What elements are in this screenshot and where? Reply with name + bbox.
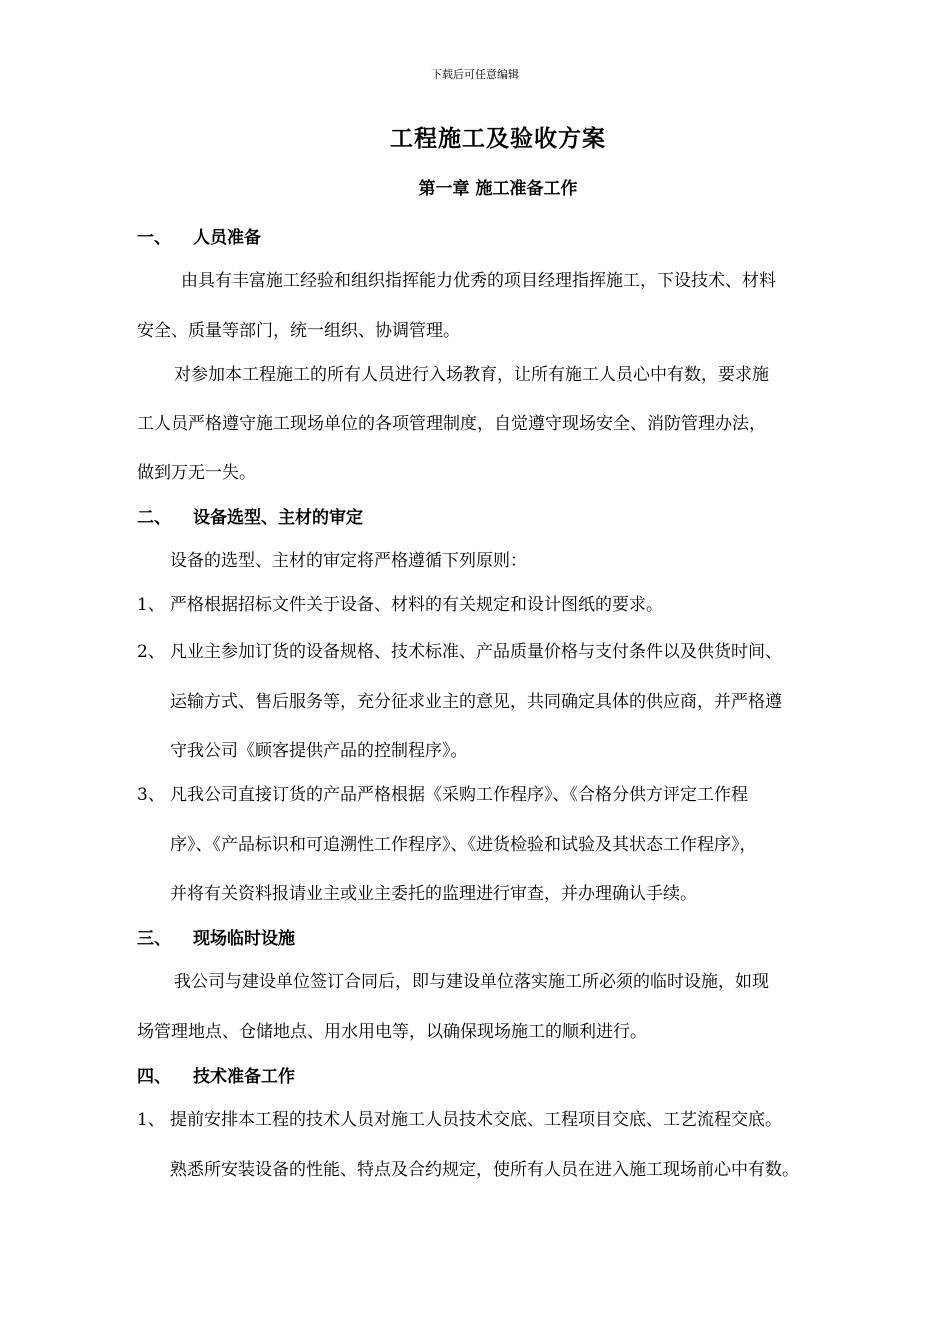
paragraph-line: 设备的选型、主材的审定将严格遵循下列原则：	[170, 551, 527, 571]
paragraph-line: 安全、质量等部门，统一组织、协调管理。	[137, 321, 460, 341]
list-number: 1、	[137, 595, 165, 615]
section-number: 三、	[137, 929, 171, 949]
paragraph-line: 对参加本工程施工的所有人员进行入场教育，让所有施工人员心中有数，要求施	[174, 365, 769, 385]
paragraph-line: 我公司与建设单位签订合同后，即与建设单位落实施工所必须的临时设施，如现	[174, 972, 769, 992]
list-number: 2、	[137, 642, 165, 662]
section-heading-3	[137, 924, 295, 949]
section-heading-1	[137, 223, 261, 248]
paragraph-line: 工人员严格遵守施工现场单位的各项管理制度，自觉遵守现场安全、消防管理办法，	[137, 414, 766, 434]
chapter-title: 第一章 施工准备工作	[418, 179, 578, 199]
list-item-line: 凡我公司直接订货的产品严格根据《采购工作程序》、《合格分供方评定工作程	[170, 785, 748, 805]
paragraph-line: 做到万无一失。	[137, 463, 256, 483]
section-title: 设备选型、主材的审定	[193, 508, 363, 528]
section-heading-2	[137, 503, 363, 528]
paragraph-line: 由具有丰富施工经验和组织指挥能力优秀的项目经理指挥施工，下设技术、材料	[181, 271, 776, 291]
section-title: 人员准备	[193, 228, 261, 248]
header-note: 下载后可任意编辑	[431, 68, 519, 81]
list-item-line: 提前安排本工程的技术人员对施工人员技术交底、工程项目交底、工艺流程交底。	[170, 1110, 782, 1130]
section-number: 四、	[137, 1067, 171, 1087]
list-item-line: 并将有关资料报请业主或业主委托的监理进行审查，并办理确认手续。	[170, 884, 697, 904]
list-number: 1、	[137, 1110, 165, 1130]
list-item-line: 守我公司《顾客提供产品的控制程序》。	[170, 741, 468, 761]
list-item-line: 运输方式、售后服务等，充分征求业主的意见，共同确定具体的供应商，并严格遵	[170, 692, 782, 712]
section-title: 技术准备工作	[193, 1067, 295, 1087]
document-title: 工程施工及验收方案	[390, 125, 606, 152]
section-number: 二、	[137, 508, 171, 528]
section-heading-4	[137, 1062, 295, 1087]
list-item-line: 序》、《产品标识和可追溯性工作程序》、《进货检验和试验及其状态工作程序》，	[170, 835, 757, 855]
paragraph-line: 场管理地点、仓储地点、用水用电等，以确保现场施工的顺利进行。	[137, 1022, 647, 1042]
list-item-line: 严格根据招标文件关于设备、材料的有关规定和设计图纸的要求。	[170, 595, 663, 615]
list-number: 3、	[137, 785, 165, 805]
section-title: 现场临时设施	[193, 929, 295, 949]
section-number: 一、	[137, 228, 171, 248]
list-item-line: 熟悉所安装设备的性能、特点及合约规定，使所有人员在进入施工现场前心中有数。	[170, 1160, 799, 1180]
list-item-line: 凡业主参加订货的设备规格、技术标准、产品质量价格与支付条件以及供货时间、	[170, 642, 782, 662]
